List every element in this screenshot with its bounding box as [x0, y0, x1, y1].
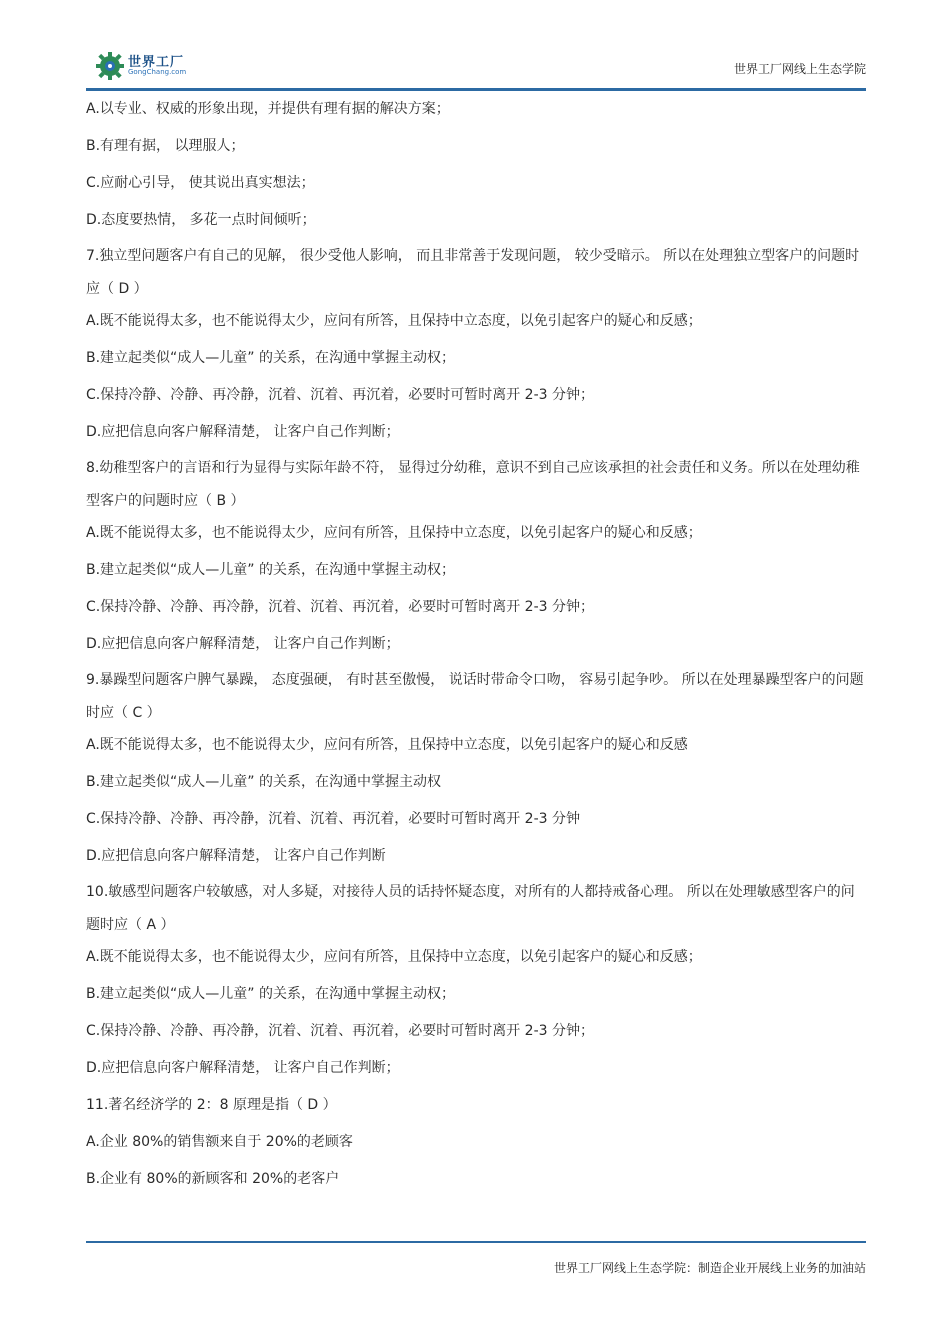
option-line: C.保持冷静、冷静、再冷静，沉着、沉着、再沉着，必要时可暂时离开 2-3 分钟: [86, 811, 580, 827]
option-line: B.建立起类似“成人—儿童” 的关系，在沟通中掌握主动权；: [86, 562, 456, 578]
header-divider: [86, 88, 866, 91]
question-10: 10.敏感型问题客户较敏感，对人多疑，对接待人员的话持怀疑态度，对所有的人都持戒备心理。 所以在处理敏感型客户的问题时应（ A ）: [86, 884, 855, 933]
option-line: B.建立起类似“成人—儿童” 的关系，在沟通中掌握主动权；: [86, 350, 456, 366]
document-body: [86, 98, 866, 1205]
logo-chinese-text: 世界工厂: [128, 55, 185, 70]
option-line: B.企业有 80%的新顾客和 20%的老客户: [86, 1171, 340, 1187]
header-title: 世界工厂网线上生态学院: [733, 62, 866, 76]
option-line: C.保持冷静、冷静、再冷静，沉着、沉着、再沉着，必要时可暂时离开 2-3 分钟；: [86, 387, 594, 403]
option-line: D.应把信息向客户解释清楚， 让客户自己作判断；: [86, 1060, 400, 1076]
question-8: 8.幼稚型客户的言语和行为显得与实际年龄不符， 显得过分幼稚，意识不到自己应该承担的社会责任和义务。所以在处理幼稚型客户的问题时应（ B ）: [86, 460, 860, 509]
question-11: 11.著名经济学的 2：8 原理是指（ D ）: [86, 1097, 337, 1113]
option-line: C.保持冷静、冷静、再冷静，沉着、沉着、再沉着，必要时可暂时离开 2-3 分钟；: [86, 1023, 594, 1039]
option-line: D.应把信息向客户解释清楚， 让客户自己作判断；: [86, 636, 400, 652]
option-line: A.既不能说得太多，也不能说得太少，应问有所答，且保持中立态度，以免引起客户的疑心和反感: [86, 737, 688, 753]
footer-divider: [86, 1241, 866, 1243]
option-line: C.应耐心引导， 使其说出真实想法；: [86, 175, 315, 191]
option-line: B.建立起类似“成人—儿童” 的关系，在沟通中掌握主动权；: [86, 986, 456, 1002]
logo-english-text: GongChang.com: [128, 68, 187, 76]
option-line: B.有理有据， 以理服人；: [86, 138, 245, 154]
option-line: A.既不能说得太多，也不能说得太少，应问有所答，且保持中立态度，以免引起客户的疑心和反感；: [86, 525, 702, 541]
page-header: [86, 44, 866, 90]
option-line: A.以专业、权威的形象出现，并提供有理有据的解决方案；: [86, 101, 450, 117]
option-line: A.既不能说得太多，也不能说得太少，应问有所答，且保持中立态度，以免引起客户的疑心和反感；: [86, 949, 702, 965]
option-line: B.建立起类似“成人—儿童” 的关系，在沟通中掌握主动权: [86, 774, 442, 790]
question-7: 7.独立型问题客户有自己的见解， 很少受他人影响， 而且非常善于发现问题， 较少受暗示。 所以在处理独立型客户的问题时应（ D ）: [86, 248, 860, 297]
footer-text: 世界工厂网线上生态学院：制造企业开展线上业务的加油站: [553, 1261, 866, 1275]
gear-icon: [96, 52, 124, 80]
option-line: D.态度要热情， 多花一点时间倾听；: [86, 212, 316, 228]
logo: [96, 50, 196, 80]
option-line: D.应把信息向客户解释清楚， 让客户自己作判断；: [86, 424, 400, 440]
question-9: 9.暴躁型问题客户脾气暴躁， 态度强硬， 有时甚至傲慢， 说话时带命令口吻， 容易引起争吵。 所以在处理暴躁型客户的问题时应（ C ）: [86, 672, 864, 721]
option-line: A.既不能说得太多，也不能说得太少，应问有所答，且保持中立态度，以免引起客户的疑心和反感；: [86, 313, 702, 329]
option-line: A.企业 80%的销售额来自于 20%的老顾客: [86, 1134, 353, 1150]
option-line: D.应把信息向客户解释清楚， 让客户自己作判断: [86, 848, 386, 864]
option-line: C.保持冷静、冷静、再冷静，沉着、沉着、再沉着，必要时可暂时离开 2-3 分钟；: [86, 599, 594, 615]
